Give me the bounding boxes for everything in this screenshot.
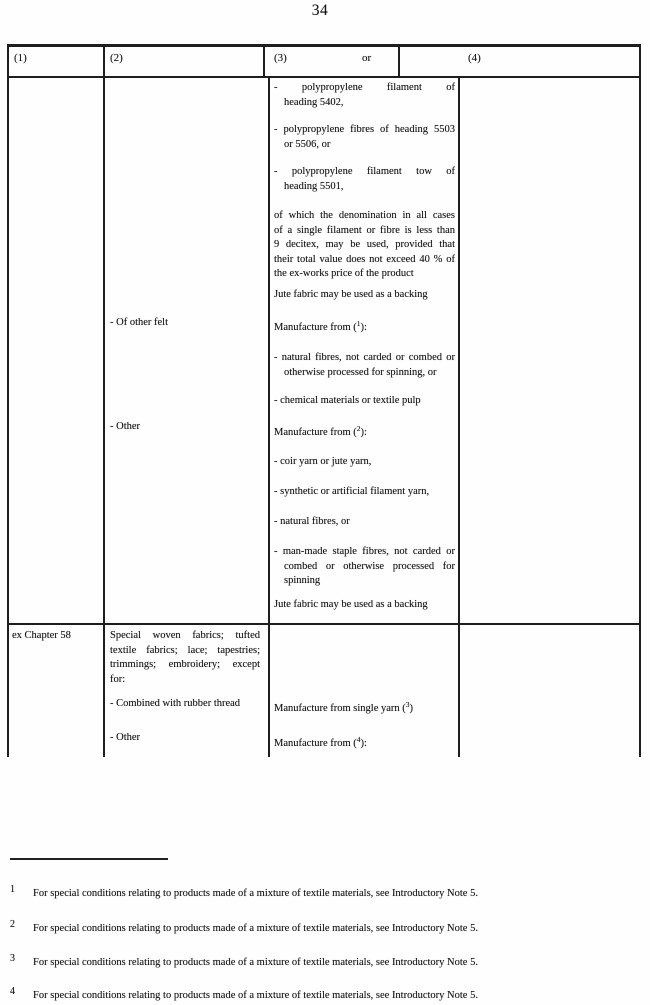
row1-col2-other: - Other	[110, 421, 141, 432]
header-divider-3	[398, 46, 400, 76]
header-divider-2	[263, 44, 265, 76]
rule-manufacture-from-1: Manufacture from ($^1$):	[274, 319, 367, 333]
footnote-4-text: For special conditions relating to products made of a mixture of textile materials, see Introductory Note 5.	[33, 990, 478, 1001]
body-divider-2	[268, 76, 270, 757]
rule-manmade-staple-fibres: - man-made staple fibres, not carded or combed or otherwise processed for spinning	[274, 546, 455, 586]
rule-jute-backing-1: Jute fabric may be used as a backing	[274, 289, 428, 300]
column-header-2: (2)	[110, 52, 123, 64]
row2-other: - Other	[110, 732, 141, 743]
table-left-border	[7, 44, 9, 757]
rule-natural-fibres-spinning: - natural fibres, not carded or combed or otherwise processed for spinning, or	[274, 352, 455, 378]
rule-natural-fibres: - natural fibres, or	[274, 516, 350, 527]
row2-description: Special woven fabrics; tufted textile fabrics; lace; tapestries; trimmings; embroidery; except for:	[110, 630, 260, 685]
page-number: 34	[311, 2, 329, 19]
rule-manufacture-from-2: Manufacture from ($^2$):	[274, 424, 367, 438]
row1-col2-of-other-felt: - Of other felt	[110, 317, 169, 328]
rule-synthetic-filament-yarn: - synthetic or artificial filament yarn,	[274, 486, 430, 497]
footnote-4-number: 4	[10, 986, 15, 997]
row2-combined-rubber-thread: - Combined with rubber thread	[110, 698, 241, 709]
footnote-ref-1: 1	[356, 319, 361, 328]
footnote-ref-3: 3	[405, 700, 410, 709]
footnote-separator	[10, 858, 168, 860]
footnote-2-number: 2	[10, 919, 15, 930]
column-header-1: (1)	[14, 52, 27, 64]
footnote-1-number: 1	[10, 884, 15, 895]
rule-manufacture-from-4: Manufacture from ($^4$):	[274, 735, 367, 749]
rule-coir-jute-yarn: - coir yarn or jute yarn,	[274, 456, 372, 467]
rule-polypropylene-tow: - polypropylene filament tow of heading 5501,	[274, 166, 455, 192]
rule-polypropylene-fibres: - polypropylene fibres of heading 5503 or 5506, or	[274, 124, 455, 150]
column-header-3: (3)	[274, 52, 287, 64]
body-divider-1	[103, 76, 105, 757]
body-divider-3	[458, 76, 460, 757]
column-header-or: or	[362, 52, 372, 64]
rules-of-origin-table	[7, 44, 641, 757]
header-divider-1	[103, 44, 105, 76]
footnote-ref-2: 2	[356, 424, 361, 433]
rule-manufacture-single-yarn-3: Manufacture from single yarn ($^3$)	[274, 700, 414, 714]
column-header-4: (4)	[468, 52, 481, 64]
footnote-ref-4: 4	[356, 735, 361, 744]
row2-heading-ex-chapter-58: ex Chapter 58	[12, 630, 71, 641]
footnote-3-number: 3	[10, 953, 15, 964]
rule-jute-backing-2: Jute fabric may be used as a backing	[274, 599, 428, 610]
table-right-border	[639, 44, 641, 757]
rule-chemical-materials: - chemical materials or textile pulp	[274, 395, 421, 406]
rule-denomination-clause: of which the denomination in all cases of a single filament or fibre is less than 9 decitex, may be used, provided that their total value does not exceed 40 % of the ex-works price of the product	[274, 210, 455, 279]
footnote-1-text: For special conditions relating to products made of a mixture of textile materials, see Introductory Note 5.	[33, 888, 478, 899]
rule-polypropylene-filament: - polypropylene filament of heading 5402,	[274, 82, 455, 108]
footnote-3-text: For special conditions relating to products made of a mixture of textile materials, see Introductory Note 5.	[33, 957, 478, 968]
footnote-2-text: For special conditions relating to products made of a mixture of textile materials, see Introductory Note 5.	[33, 923, 478, 934]
